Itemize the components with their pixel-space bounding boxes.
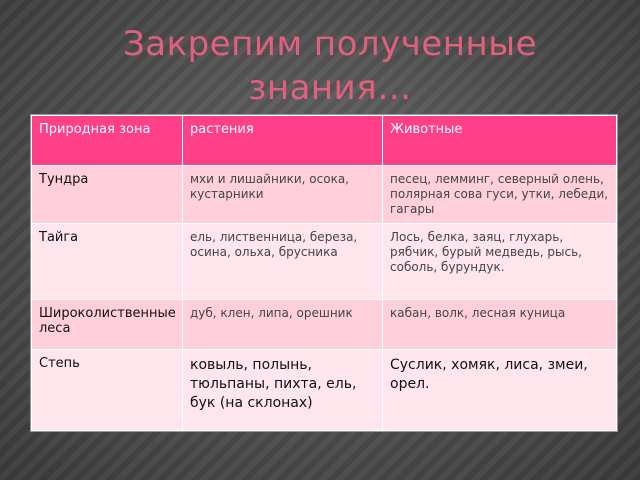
nature-zones-table [31,115,617,431]
table-row [32,350,617,431]
animals-cell: кабан, волк, лесная куница [383,300,617,350]
header-plants: растения [183,116,383,166]
animals-cell: Суслик, хомяк, лиса, змеи, орел. [383,350,617,431]
table-row [32,300,617,350]
table-row [32,224,617,300]
animals-cell: песец, лемминг, северный олень, полярная сова гуси, утки, лебеди, гагары [383,166,617,224]
animals-cell: Лось, белка, заяц, глухарь, рябчик, бурый медведь, рысь, соболь, бурундук. [383,224,617,300]
plants-cell: ель, лиственница, береза, осина, ольха, брусника [183,224,383,300]
table-row [32,166,617,224]
header-zone: Природная зона [32,116,183,166]
zone-cell: Степь [32,350,183,431]
plants-cell: мхи и лишайники, осока, кустарники [183,166,383,224]
table-header-row [32,116,617,166]
plants-cell: дуб, клен, липа, орешник [183,300,383,350]
zone-cell: Широколиственные леса [32,300,183,350]
slide-title: Закрепим полученные знания… [122,24,538,108]
header-animals: Животные [383,116,617,166]
plants-cell: ковыль, полынь, тюльпаны, пихта, ель, бук (на склонах) [183,350,383,431]
zone-cell: Тайга [32,224,183,300]
zone-cell: Тундра [32,166,183,224]
